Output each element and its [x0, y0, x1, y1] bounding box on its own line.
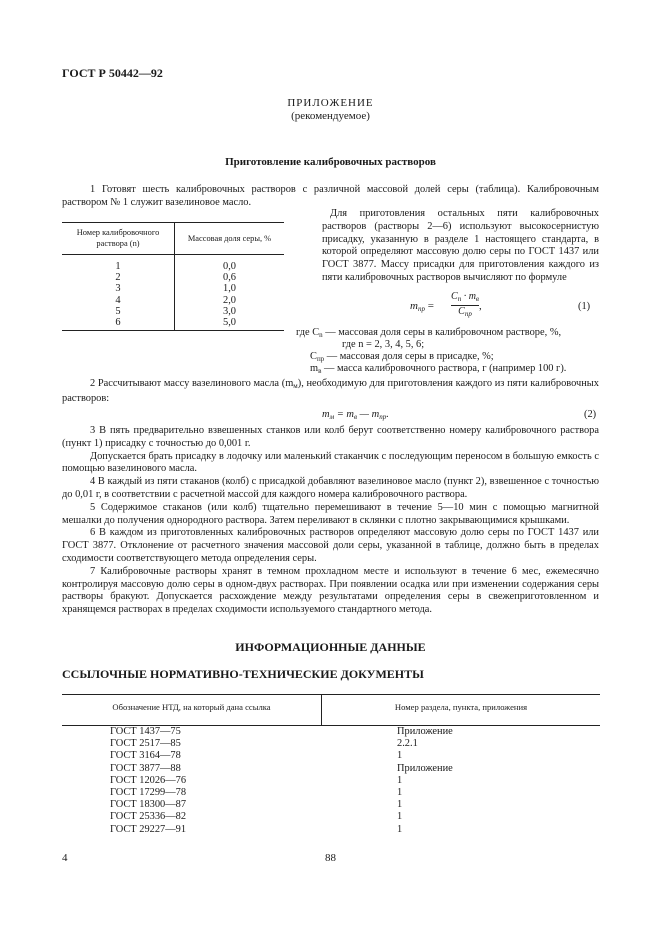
table-cell-value: 1,0 — [223, 283, 236, 295]
references-section-list — [397, 726, 453, 836]
paragraph-2 — [62, 378, 599, 406]
formula-symbol: — m — [357, 409, 380, 420]
paragraph-1: 1 Готовят шесть калибровочных растворов с различной массовой долей серы (таблица). Калибровочным раствором № 1 служит вазелиновое масло. — [62, 184, 599, 208]
equation-number-1: (1) — [578, 301, 591, 312]
list-item: 1 — [397, 750, 403, 762]
table-row — [62, 272, 284, 283]
definition-text: — масса калибровочного раствора, г (например 100 г). — [321, 363, 567, 374]
list-item: ГОСТ 29227—91 — [110, 823, 187, 835]
list-item: ГОСТ 17299—78 — [110, 787, 187, 799]
definition-symbol: m — [310, 363, 319, 374]
formula-symbol: C — [451, 291, 458, 302]
definition-subscript: в — [318, 367, 322, 375]
paragraph-text: ), необходимую для приготовления каждого из пяти калибровочных растворов: — [62, 378, 599, 404]
paragraph-5: 5 Содержимое стаканов (или колб) тщательно перемешивают в течение 5—10 мин с помощью магнитной мешалки до получения однородного раствора. Затем переливают в склянки с плотно закрывающимися крышками. — [62, 501, 599, 526]
list-item: 1 — [397, 811, 403, 823]
procedure-paragraphs — [62, 425, 599, 617]
definition-subscript: n — [319, 331, 323, 339]
definition-n-values: где n = 2, 3, 4, 5, 6; — [342, 339, 425, 350]
equation-number-2: (2) — [584, 409, 597, 420]
references-table-header — [62, 694, 600, 726]
table-row — [62, 255, 284, 273]
table-row — [62, 306, 284, 317]
definition-mv — [310, 363, 566, 378]
calibration-table-header — [62, 223, 284, 255]
standard-code: ГОСТ Р 50442—92 — [62, 66, 163, 80]
appendix-subtitle: (рекомендуемое) — [291, 110, 370, 122]
formula-subscript: м — [329, 413, 335, 421]
definition-subscript: пр — [316, 355, 325, 363]
list-item: ГОСТ 25336—82 — [110, 811, 187, 823]
formula-subscript: n — [457, 295, 462, 303]
list-item: 1 — [397, 799, 403, 811]
formula-symbol: · m — [461, 291, 476, 302]
paragraph-6: 6 В каждом из приготовленных калибровочных растворов определяют массовую долю серы по ГОСТ 1437 или ГОСТ 3877. Отклонение от расчетного значения массовой доли серы, указанной в таблице, должно быть в пределах сходимости соответствующего метода определения серы. — [62, 527, 599, 564]
formula-1-lhs — [410, 300, 434, 313]
list-item: ГОСТ 12026—76 — [110, 774, 187, 786]
page-number-left: 4 — [62, 852, 68, 864]
references-title: ССЫЛОЧНЫЕ НОРМАТИВНО-ТЕХНИЧЕСКИЕ ДОКУМЕНТЫ — [62, 667, 424, 681]
table-cell-value: 5,0 — [175, 317, 285, 331]
paragraph-subscript: м — [293, 382, 298, 390]
paragraph-3-note: Допускается брать присадку в лодочку или маленький стаканчик с последующим переносом в большую емкость с помощью вазелинового масла. — [62, 450, 599, 475]
formula-subscript: в — [353, 413, 358, 421]
list-item: ГОСТ 3877—88 — [110, 762, 181, 774]
list-item: 2.2.1 — [397, 738, 418, 750]
table-cell-value: 0,6 — [223, 272, 236, 284]
info-title: ИНФОРМАЦИОННЫЕ ДАННЫЕ — [235, 640, 426, 654]
table-cell-n: 4 — [62, 295, 175, 306]
table-cell-n: 6 — [62, 317, 175, 331]
section-title: Приготовление калибровочных растворов — [225, 156, 436, 168]
definition-symbol: C — [310, 351, 317, 362]
definition-symbol: где C — [296, 327, 320, 338]
formula-dot: . — [386, 409, 389, 420]
calibration-table — [62, 222, 284, 331]
list-item: 1 — [397, 787, 403, 799]
list-item: ГОСТ 3164—78 — [110, 750, 181, 762]
page-number-center: 88 — [325, 852, 336, 864]
list-item: Приложение — [397, 726, 453, 737]
formula-2 — [322, 409, 389, 421]
table-cell-n: 1 — [62, 255, 175, 273]
list-item: ГОСТ 2517—85 — [110, 738, 181, 750]
table-row — [62, 295, 284, 306]
paragraph-text: 2 Рассчитывают массу вазелинового масла (m — [90, 378, 294, 389]
list-item: ГОСТ 1437—75 — [110, 726, 181, 737]
references-col-section: Номер раздела, пункта, приложения — [394, 702, 528, 712]
table-cell-value: 2,0 — [223, 294, 236, 306]
formula-subscript: в — [475, 295, 479, 303]
paragraph-7: 7 Калибровочные растворы хранят в темном прохладном месте и используют в течение 6 мес, ежемесячно контролируя массовую долю серы в одном-двух растворах. При появлении осадка или при изменении содержания серы растворы бракуют. Допускается расхождение между результатами определения серы в свежеприготовленном и хранящемся растворах в пределах сходимости используемого стандартного метода. — [62, 565, 599, 616]
formula-subscript: пр — [417, 305, 425, 313]
formula-equals: = — [424, 300, 434, 312]
fraction-denominator — [451, 306, 479, 320]
appendix-title: ПРИЛОЖЕНИЕ — [287, 97, 374, 109]
table-cell-n: 2 — [62, 272, 175, 283]
table-cell-n: 5 — [62, 306, 175, 317]
table-row — [62, 283, 284, 294]
references-doc-list — [110, 726, 186, 836]
list-item: Приложение — [397, 762, 453, 774]
definition-text: — массовая доля серы в присадке, %; — [324, 351, 494, 362]
table-row — [62, 317, 284, 331]
formula-symbol: C — [458, 306, 465, 317]
fraction-numerator — [451, 291, 479, 306]
definition-text: — массовая доля серы в калибровочном растворе, %, — [322, 327, 562, 338]
formula-subscript: пр — [379, 413, 387, 421]
table-cell-value: 3,0 — [223, 305, 236, 317]
formula-1-fraction — [451, 291, 479, 320]
table-cell-value: 0,0 — [223, 261, 236, 272]
paragraph-4: 4 В каждый из пяти стаканов (колб) с присадкой добавляют вазелиновое масло (пункт 2), взвешенное с точностью до 0,01 г, в соответствии с расчетной массой для каждого номера калибровочного раствора. — [62, 476, 599, 500]
formula-symbol: = m — [334, 409, 354, 420]
formula-subscript: пр — [464, 310, 472, 318]
list-item: 1 — [397, 774, 403, 786]
formula-1-comma: , — [479, 300, 482, 312]
table-cell-n: 3 — [62, 283, 175, 294]
list-item: ГОСТ 18300—87 — [110, 799, 187, 811]
preparation-paragraph: Для приготовления остальных пяти калибровочных растворов (растворы 2—6) используют высокосернистую присадку, указанную в разделе 1 настоящего стандарта, в которой определяют массовую долю серы по ГОСТ 1437 или ГОСТ 3877. Массу присадки для приготовления каждого из пяти калибровочных растворов вычисляют по формуле — [322, 208, 599, 283]
list-item: 1 — [397, 823, 403, 835]
references-col-document: Обозначение НТД, на который дана ссылка — [62, 695, 322, 725]
formula-symbol: m — [322, 409, 330, 420]
calibration-col-sulfur: Массовая доля серы, % — [175, 223, 285, 255]
paragraph-3: 3 В пять предварительно взвешенных станков или колб берут соответственно номеру калибровочного раствора (пункт 1) присадку с точностью до 0,001 г. — [62, 425, 599, 449]
formula-symbol: m — [410, 300, 418, 312]
calibration-col-number: Номер калибровочного раствора (n) — [62, 223, 175, 255]
